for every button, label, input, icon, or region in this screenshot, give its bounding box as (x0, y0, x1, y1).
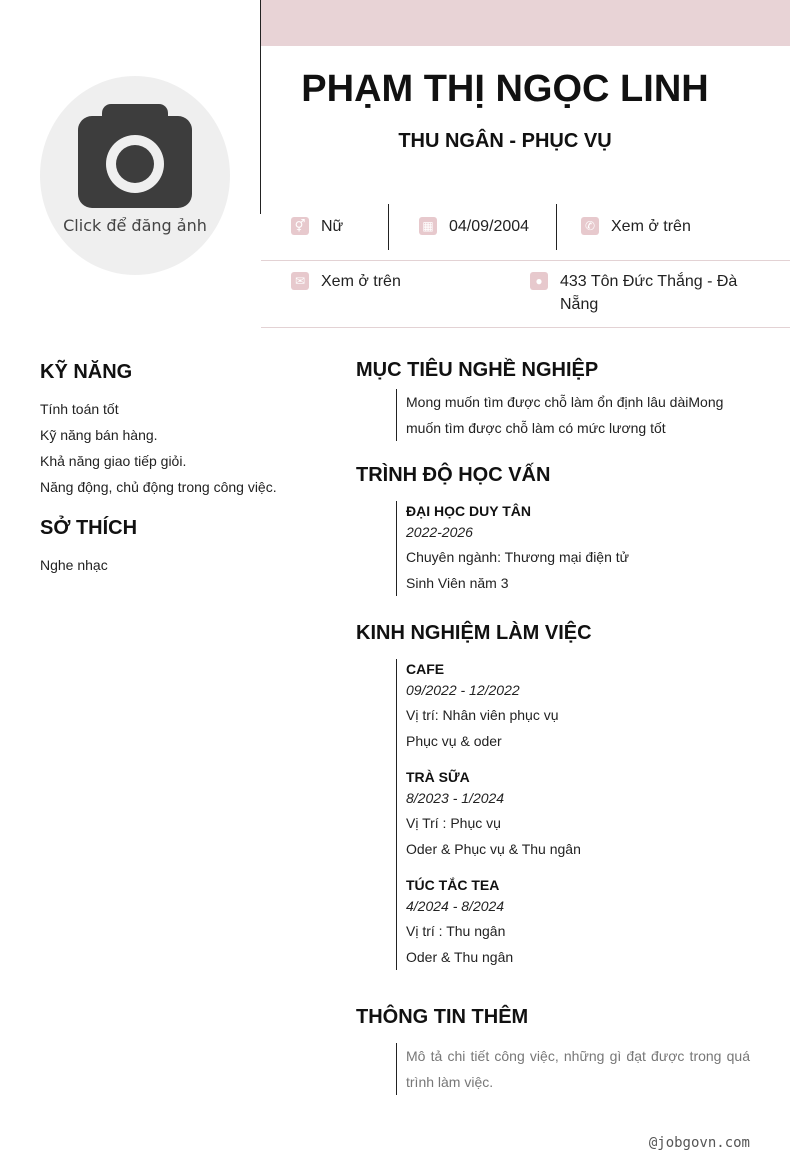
skill-item: Năng động, chủ động trong công việc. (40, 479, 277, 495)
skill-item: Kỹ năng bán hàng. (40, 427, 158, 443)
job-company: CAFE (406, 661, 445, 677)
photo-upload-label: Click để đăng ảnh (63, 216, 207, 235)
location-icon: ● (530, 272, 548, 290)
job-period: 4/2024 - 8/2024 (406, 898, 505, 914)
objective-title: MỤC TIÊU NGHỀ NGHIỆP (356, 359, 599, 381)
job-title: THU NGÂN - PHỤC VỤ (398, 130, 612, 152)
job-company: TÚC TẮC TEA (406, 877, 500, 893)
watermark: @jobgovn.com (648, 1135, 750, 1151)
education-title: TRÌNH ĐỘ HỌC VẤN (356, 464, 551, 486)
contact-row-2 (261, 260, 790, 328)
job-entry (406, 659, 750, 754)
skill-item: Tính toán tốt (40, 401, 119, 417)
school-years: 2022-2026 (406, 524, 473, 540)
extra-section (356, 1006, 750, 1095)
experience-title: KINH NGHIỆM LÀM VIỆC (356, 622, 592, 644)
extra-text: Mô tả chi tiết công việc, những gì đạt được trong quá trình làm việc. (406, 1048, 750, 1090)
job-position: Vị trí: Nhân viên phục vụ (406, 707, 559, 723)
school-major: Chuyên ngành: Thương mại điện tử (406, 549, 630, 565)
skills-section (40, 361, 300, 500)
contact-address (530, 270, 740, 316)
job-position: Vị Trí : Phục vụ (406, 815, 501, 831)
skill-item: Khả năng giao tiếp giỏi. (40, 453, 187, 469)
calendar-icon: ▦ (419, 217, 437, 235)
job-entry (406, 875, 750, 970)
education-section (356, 464, 750, 596)
contact-phone (581, 215, 691, 238)
hobbies-title: SỞ THÍCH (40, 517, 138, 539)
contact-birthday (419, 215, 529, 238)
phone-value: Xem ở trên (611, 218, 691, 235)
skills-title: KỸ NĂNG (40, 361, 133, 383)
contact-gender (291, 215, 343, 238)
objective-section (356, 359, 750, 441)
job-description: Oder & Phục vụ & Thu ngân (406, 841, 581, 857)
contact-separator (388, 204, 389, 250)
extra-title: THÔNG TIN THÊM (356, 1006, 529, 1028)
job-period: 8/2023 - 1/2024 (406, 790, 505, 806)
photo-upload[interactable] (40, 76, 230, 275)
job-description: Phục vụ & oder (406, 733, 502, 749)
job-position: Vị trí : Thu ngân (406, 923, 506, 939)
hobbies-section (40, 517, 300, 578)
contact-row-1 (261, 204, 790, 261)
job-description: Oder & Thu ngân (406, 949, 514, 965)
school-note: Sinh Viên năm 3 (406, 575, 509, 591)
address-value: 433 Tôn Đức Thắng - Đà Nẵng (560, 273, 738, 313)
header-accent-band (261, 0, 790, 46)
experience-section (356, 622, 750, 970)
contact-separator (556, 204, 557, 250)
birthday-value: 04/09/2004 (449, 218, 530, 235)
gender-icon: ⚥ (291, 217, 309, 235)
email-value: Xem ở trên (321, 273, 401, 290)
camera-icon (78, 104, 192, 208)
school-name: ĐẠI HỌC DUY TÂN (406, 503, 531, 519)
phone-icon: ✆ (581, 217, 599, 235)
email-icon: ✉ (291, 272, 309, 290)
gender-value: Nữ (321, 218, 344, 235)
job-period: 09/2022 - 12/2022 (406, 682, 520, 698)
job-company: TRÀ SỮA (406, 769, 470, 785)
candidate-name: PHẠM THỊ NGỌC LINH (301, 68, 709, 110)
contact-email (291, 270, 401, 293)
job-entry (406, 767, 750, 862)
objective-text: Mong muốn tìm được chỗ làm ổn định lâu dàiMong muốn tìm được chỗ làm có mức lương tốt (406, 394, 724, 436)
hobby-item: Nghe nhạc (40, 557, 108, 573)
